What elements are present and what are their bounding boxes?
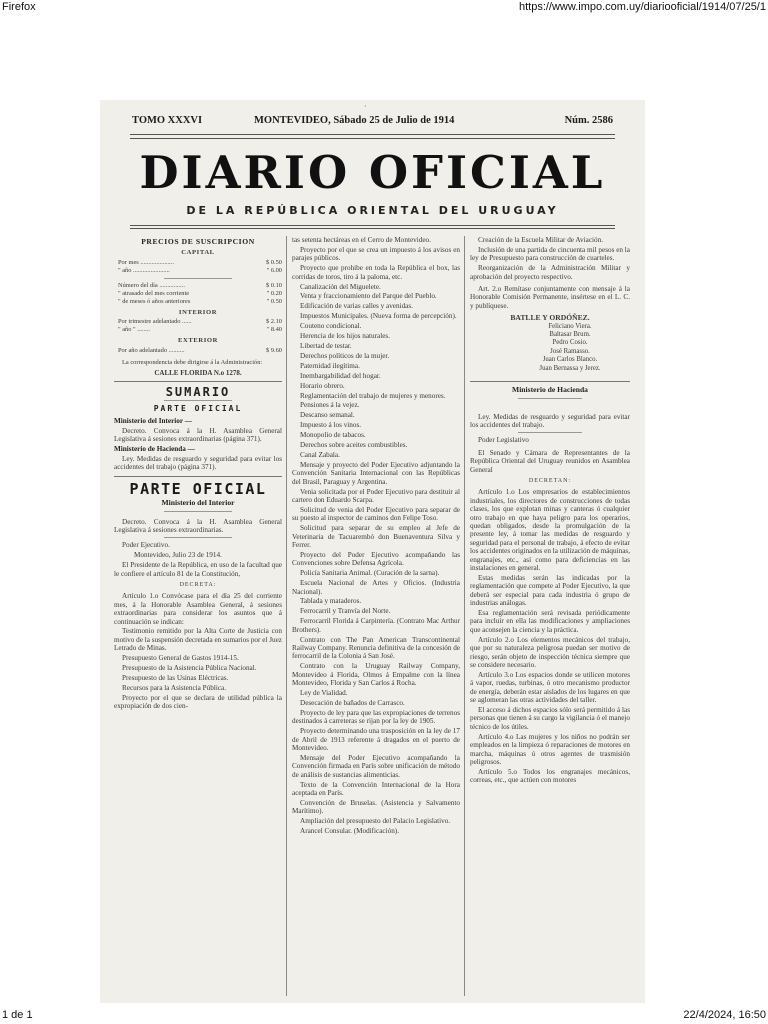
sumario-item: Ministerio del Interior — — [114, 416, 192, 425]
ministerio-heading: Ministerio de Hacienda — [512, 385, 588, 395]
paragraph: Inembargabilidad del hogar. — [300, 371, 381, 380]
price-row: " de meses ó años anteriores " 0.50 — [118, 297, 282, 305]
paragraph: Inclusión de una partida de cincuenta mil pesos en la ley de Presupuesto para construcción de cuarteles. — [470, 245, 630, 263]
paragraph: Venia solicitada por el Poder Ejecutivo para destituir al cartero don Eduardo Scarpa. — [292, 487, 460, 504]
poder-ejecutivo: Poder Ejecutivo. — [122, 541, 170, 550]
signature: Pedro Cosio. — [552, 339, 588, 347]
paragraph: Herencia de los hijos naturales. — [300, 332, 391, 341]
paragraph: Paternidad ilegítima. — [300, 361, 360, 370]
divider — [164, 537, 231, 538]
ley-heading: Ley. Medidas de resguardo y seguridad para evitar los accidentes del trabajo. — [470, 412, 630, 429]
sumario-heading: SUMARIO — [165, 384, 231, 399]
paragraph: Canal Zabala. — [300, 450, 340, 459]
paragraph: Proyecto de ley para que las expropiaciones de terrenos destinados á carreteras se rijan por la ley de 1905. — [292, 708, 460, 726]
paragraph: Recursos para la Asistencia Pública. — [122, 683, 226, 692]
column-divider — [286, 236, 287, 996]
article: Estas medidas serán las indicadas por la reglamentación que compete al Poder Ejecutivo, la que deberá ser especial para cada industria ó grupo de industrias análogas. — [470, 573, 630, 608]
top-rule — [130, 134, 615, 135]
issue-date: MONTEVIDEO, Sábado 25 de Julio de 1914 — [254, 115, 455, 126]
paragraph: Presupuesto General de Gastos 1914-15. — [122, 654, 239, 663]
signature-main: BATLLE Y ORDÓÑEZ. — [510, 313, 590, 323]
paragraph: Escuela Nacional de Artes y Oficios. (Industria Nacional). — [292, 579, 460, 596]
price-row: Por mes ..................... $ 0.50 — [118, 258, 282, 266]
paragraph: Presupuesto de la Asistencia Pública Nacional. — [122, 664, 257, 673]
capital-heading: CAPITAL — [181, 249, 215, 257]
masthead-title: DIARIO OFICIAL — [139, 146, 606, 199]
paragraph: Convención de Bruselas. (Asistencia y Salvamento Marítimo). — [292, 798, 460, 816]
correspondencia-note: La correspondencia debe dirigirse á la Administración: — [122, 358, 263, 366]
paragraph: Testimonio remitido por la Alta Corte de Justicia con motivo de la suspensión decretada en sumarios por el Juez Letrado de Minas. — [114, 627, 282, 653]
price-row: " atrasado del mes corriente " 0.20 — [118, 289, 282, 297]
paragraph: Tablada y mataderos. — [300, 597, 362, 606]
paragraph: Reorganización de la Administración Militar y aprobación del proyecto respectivo. — [470, 264, 630, 281]
signature: José Ramasso. — [550, 347, 590, 355]
decreto-date: Montevideo, Julio 23 de 1914. — [134, 551, 222, 560]
decreta-label: DECRETA: — [179, 581, 217, 588]
parte-oficial-heading: PARTE OFICIAL — [153, 404, 243, 414]
page-url[interactable]: https://www.impo.com.uy/diariooficial/1914/07/25/1 — [518, 1, 766, 13]
address: CALLE FLORIDA N.o 1278. — [154, 368, 242, 377]
paragraph: Proyecto del Poder Ejecutivo acompañando las Convenciones sobre Defensa Agrícola. — [292, 550, 460, 568]
signature: Feliciano Viera. — [548, 322, 592, 330]
paragraph: Descanso semanal. — [300, 411, 355, 420]
decretan-label: DECRETAN: — [528, 477, 572, 484]
browser-name: Firefox — [2, 1, 36, 13]
paragraph: Ampliación del presupuesto del Palacio Legislativo. — [300, 817, 451, 826]
paragraph: tas setenta hectáreas en el Cerro de Montevideo. — [292, 236, 431, 244]
paragraph: Canalización del Miguelete. — [300, 282, 381, 291]
paragraph: Texto de la Convención Internacional de la Hora aceptada en París. — [292, 780, 460, 797]
sumario-item: Decreto. Convoca á la H. Asamblea General Legislativa á sesiones extraordinarias (página 371). — [114, 426, 282, 444]
paragraph: Venta y fraccionamiento del Parque del Pueblo. — [300, 292, 437, 301]
column-divider — [464, 236, 465, 996]
paragraph: Proyecto determinando una trasposición en la ley de 17 de Abril de 1913 referente á dragados en el puerto de Montevideo. — [292, 727, 460, 752]
poder-legislativo: Poder Legislativo — [478, 436, 529, 445]
article: El acceso á dichos espacios sólo será permitido á las personas que tienen á su cargo la vigilancia ó el manejo técnico de los útiles. — [470, 706, 630, 731]
parte-oficial-title: PARTE OFICIAL — [129, 479, 267, 498]
paragraph: Creación de la Escuela Militar de Aviación. — [478, 236, 604, 244]
masthead-rule-2 — [130, 228, 615, 229]
divider — [164, 400, 231, 401]
article: Artículo 2.o Los elementos mecánicos del trabajo, que por su naturaleza peligrosa puedan ser motivo de riesgo, serán objeto de inspección técnica siempre que se considere necesario. — [470, 635, 630, 669]
paragraph: Mensaje y proyecto del Poder Ejecutivo adjuntando la Convención Sanitaria Internacional con las Repúblicas del Brasil, Paraguay y Argentina. — [292, 460, 460, 486]
decreto-heading: Decreto. Convoca á la H. Asamblea General Legislativa á sesiones extraordinarias. — [114, 517, 282, 534]
preamble: El Presidente de la República, en uso de la facultad que le confiere el artículo 81 de la Constitución, — [114, 561, 282, 578]
page-dot: · — [364, 102, 367, 111]
divider — [164, 278, 231, 279]
paragraph: Ferrocarril Florida á Carpintería. (Contrato Mac Arthur Brothers). — [292, 617, 460, 634]
paragraph: Solicitud para separar de su empleo al Jefe de Veterinaria de Tacuarembó don Buenaventura Silva y Ferrer. — [292, 524, 460, 549]
paragraph: Policía Sanitaria Animal. (Curación de la sarna). — [300, 569, 440, 578]
paragraph: Impuestos Municipales. (Nueva forma de percepción). — [300, 312, 457, 321]
paragraph: Derechos sobre aceites combustibles. — [300, 441, 408, 450]
paragraph: Proyecto por el que se declara de utilidad pública la expropiación de dos cien- — [114, 693, 282, 711]
price-row: " año ....................... " 6.00 — [118, 266, 282, 274]
precios-title: PRECIOS DE SUSCRIPCION — [141, 237, 255, 246]
top-rule-2 — [130, 138, 615, 139]
print-header — [0, 0, 768, 14]
paragraph: Reglamentación del trabajo de mujeres y menores. — [300, 391, 446, 400]
paragraph: Artículo 1.o Convócase para el día 25 del corriente mes, á la Honorable Asamblea General, á sesiones extraordinarias para considerar los asuntos que á continuación se indican: — [114, 592, 282, 626]
column-3 — [470, 236, 630, 996]
article: Artículo 3.o Los espacios donde se utilicen motores á vapor, ruedas, turbinas, ó otro mecanismo productor de energía, deberán estar aislados de los lugares en que se aglomeran las otras actividades del taller. — [470, 670, 630, 705]
signature: Baltasar Brum. — [549, 331, 591, 339]
divider — [164, 511, 231, 512]
article: Artículo 1.o Los empresarios de establecimientos industriales, los directores de construcciones de todas clases, los que explotan minas y canteras ó cualquier otro trabajo en que haya peligro para los operarios, quedan obligados, desde la promulgación de la presente ley, á tomar las medidas de resguardo y seguridad para el personal de trabajo, á efecto de evitar los accidentes originados en la utilización de máquinas, engranajes, etc., así como para deficiencias en las instalaciones en general. — [470, 488, 630, 572]
newspaper-page — [100, 100, 645, 1003]
price-row: Por trimestre adelantado ...... $ 2.10 — [118, 318, 282, 326]
tomo-label: TOMO XXXVI — [132, 115, 203, 126]
paragraph: Ferrocarril y Tranvía del Norte. — [300, 607, 391, 616]
paragraph: Proyecto por el que se crea un impuesto á los avisos en parajes públicos. — [292, 245, 460, 263]
paragraph: Proyecto que prohibe en toda la República el box, las corridas de toros, tiro á la paloma, etc. — [292, 264, 460, 281]
print-footer — [0, 1008, 768, 1024]
paragraph: Solicitud de venia del Poder Ejecutivo para separar de su puesto al inspector de caminos don Felipe Toso. — [292, 505, 460, 523]
paragraph: Contrato con la Uruguay Railway Company, Montevideo á Florida, Olmos á Empalme con la línea Montevideo, Florida y San Carlos á Rocha. — [292, 662, 460, 688]
paragraph: Pensiones á la vejez. — [300, 401, 360, 410]
paragraph: Derechos políticos de la mujer. — [300, 351, 390, 360]
paragraph: Mensaje del Poder Ejecutivo acompañando la Convención firmada en París sobre unificación de método de análisis de sustancias alimenticias. — [292, 753, 460, 779]
paragraph: Desecación de bañados de Carrasco. — [300, 698, 405, 707]
paragraph: Contrato con The Pan American Transcontinental Railway Company. Renuncia definitiva de la concesión de ferrocarril de la Colonia á San José. — [292, 635, 460, 661]
price-row: Número del día ................ $ 0.10 — [118, 281, 282, 289]
paragraph: Presupuesto de las Usinas Eléctricas. — [122, 674, 229, 682]
paragraph: Arancel Consular. (Modificación). — [300, 827, 399, 836]
price-row: Por año adelantado .......... $ 9.60 — [118, 346, 282, 354]
sumario-item: Ministerio de Hacienda — — [114, 444, 195, 453]
paragraph: Libertad de testar. — [300, 341, 352, 350]
divider — [114, 476, 282, 477]
masthead-rule — [130, 225, 615, 226]
paragraph: Art. 2.o Remítase conjuntamente con mensaje á la Honorable Comisión Permanente, insértese en el L. C. y publíquese. — [470, 285, 630, 310]
divider — [470, 381, 630, 382]
senado-preamble: El Senado y Cámara de Representantes de la República Oriental del Uruguay reunidos en Asamblea General — [470, 448, 630, 474]
article: Esa reglamentación será revisada periódicamente para incluir en ella las modificaciones y ampliaciones que aconsejen la ciencia y la práctica. — [470, 609, 630, 634]
ministerio-heading: Ministerio del Interior — [161, 498, 235, 508]
article: Artículo 5.o Todos los engranajes mecánicos, correas, etc., que actúen con motores — [470, 767, 630, 785]
paragraph: Couteno condicional. — [300, 322, 362, 331]
paragraph: Impuesto á los vinos. — [300, 421, 362, 430]
divider — [518, 432, 582, 433]
paragraph: Horario obrero. — [300, 381, 345, 390]
page-counter: 1 de 1 — [2, 1009, 33, 1021]
signature: Juan Carlos Blanco. — [542, 356, 598, 364]
price-row: " año " ........ " 8.40 — [118, 326, 282, 334]
paragraph: Edificación de varias calles y avenidas. — [300, 302, 413, 311]
paragraph: Monopolio de tabacos. — [300, 431, 366, 440]
print-timestamp: 22/4/2024, 16:50 — [683, 1009, 766, 1021]
column-2 — [292, 236, 460, 996]
paragraph: Ley de Vialidad. — [300, 689, 348, 697]
issue-number: Núm. 2586 — [564, 115, 613, 126]
divider — [518, 398, 582, 399]
signature: Juan Bernassa y Jerez. — [539, 364, 601, 372]
column-1 — [114, 236, 282, 996]
sumario-item: Ley. Medidas de resguardo y seguridad para evitar los accidentes del trabajo (página 371). — [114, 454, 282, 472]
exterior-heading: EXTERIOR — [178, 337, 218, 345]
masthead-subtitle: DE LA REPÚBLICA ORIENTAL DEL URUGUAY — [186, 204, 559, 217]
article: Artículo 4.o Las mujeres y los niños no podrán ser empleados en la limpieza ó reparaciones de motores en marcha, máquinas ú otros agentes de trasmisión peligrosos. — [470, 732, 630, 766]
interior-heading: INTERIOR — [178, 308, 218, 316]
divider — [114, 381, 282, 382]
